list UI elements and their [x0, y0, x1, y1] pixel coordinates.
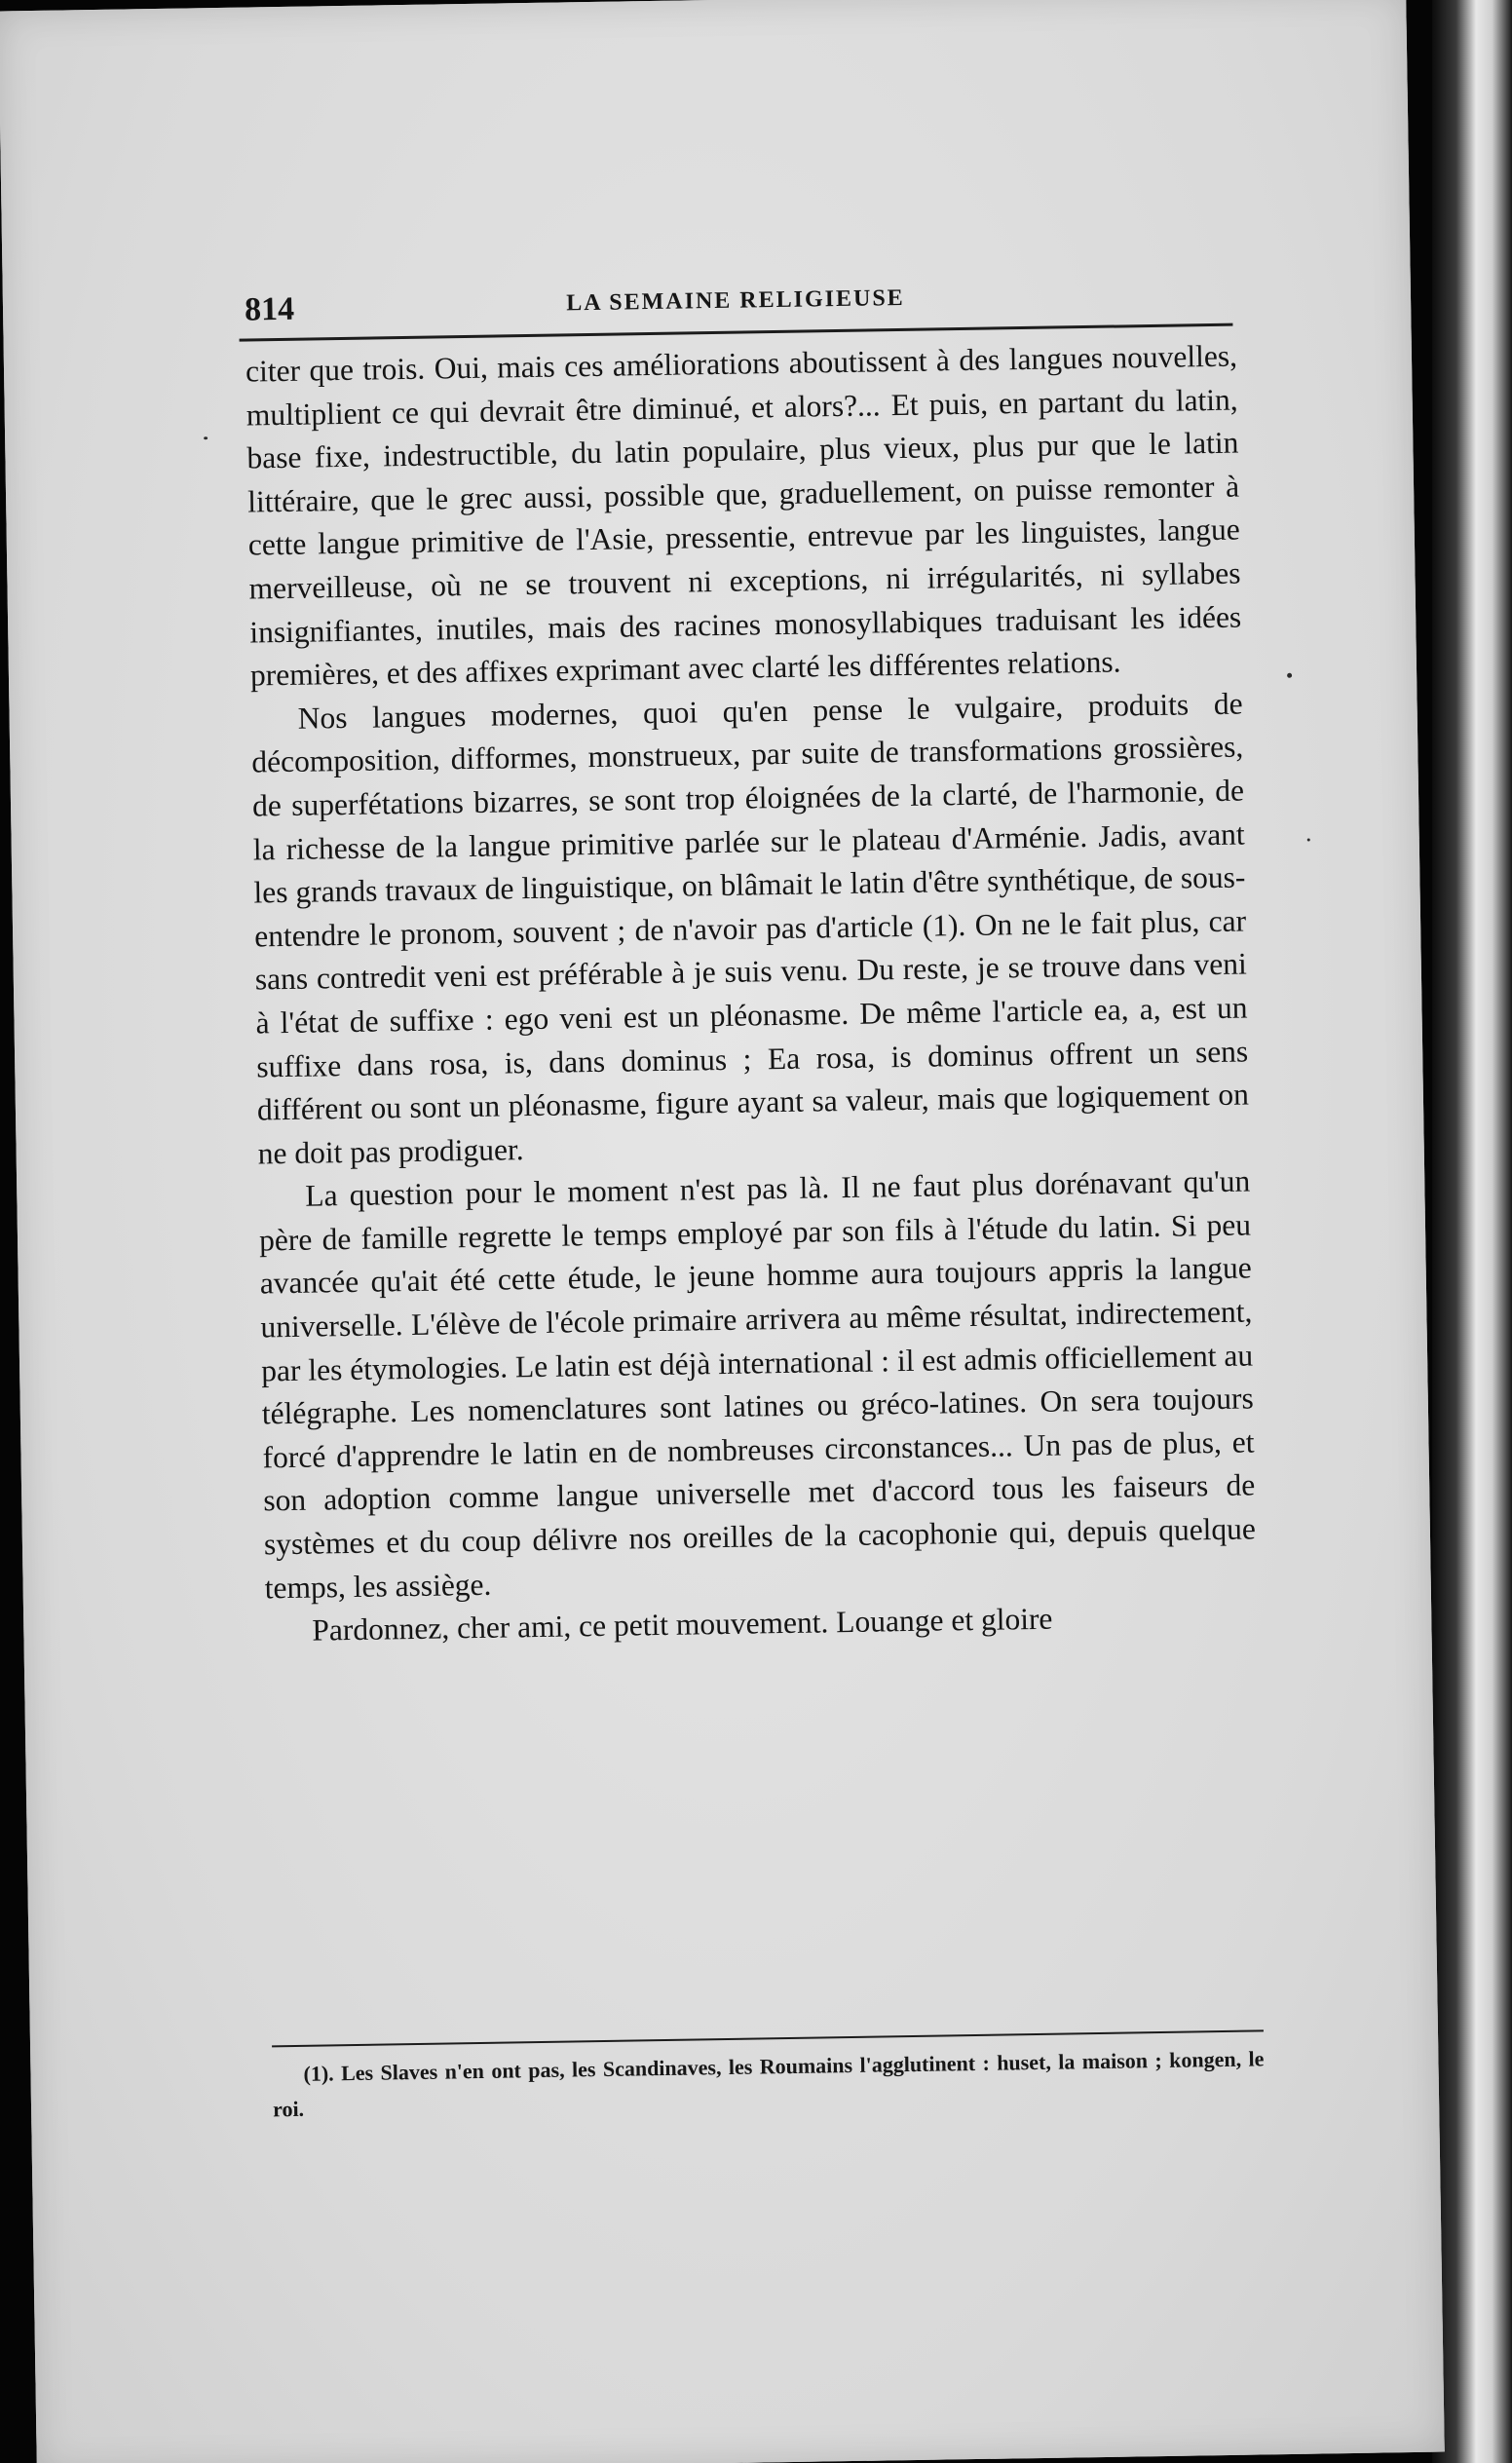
- page-number: 814: [244, 290, 295, 328]
- dust-speck: [1307, 838, 1310, 841]
- paragraph-4: Pardonnez, cher ami, ce petit mouvement. Louange et gloire: [312, 1601, 1053, 1648]
- running-title: LA SEMAINE RELIGIEUSE: [566, 284, 905, 317]
- footnote: [272, 2041, 1265, 2127]
- page-header: [239, 277, 1233, 342]
- paragraph-3: La question pour le moment n'est pas là. Il ne faut plus dorénavant qu'un père de famille regrette le temps employé par son fils à l'étude du latin. Si peu avancée qu'ait été cette étude, le jeune homme aura toujours appris la langue universelle. L'élève de l'école primaire arrivera au même résultat, indirectement, par les étymologies. Le latin est déjà international : il est admis officiellement au télégraphe. Les nomenclatures sont latines ou gréco-latines. On sera toujours forcé d'apprendre le latin en de nombreuses circonstances... Un pas de plus, et son adoption comme langue universelle met d'accord tous les faiseurs de systèmes et du coup délivre nos oreilles de la cacophonie qui, depuis quelque temps, les assiège.: [258, 1163, 1257, 1606]
- adjacent-page-edge: [1432, 0, 1512, 2463]
- paragraph-2: Nos langues modernes, quoi qu'en pense le vulgaire, produits de décomposition, difformes, monstrueux, par suite de transformations grossières, de superfétations bizarres, se sont trop éloignées de la clarté, de l'harmonie, de la richesse de la langue primitive parlée sur le plateau d'Arménie. Jadis, avant les grands travaux de linguistique, on blâmait le latin d'être synthétique, de sous-entendre le pronom, souvent ; de n'avoir pas d'article (1). On ne le fait plus, car sans contredit veni est préférable à je suis venu. Du reste, je se trouve dans veni à l'état de suffixe : ego veni est un pléonasme. De même l'article ea, a, est un suffixe dans rosa, is, dans dominus ; Ea rosa, is dominus offrent un sens différent ou sont un pléonasme, figure ayant sa valeur, mais que logiquement on ne doit pas prodiguer.: [251, 686, 1250, 1171]
- paragraph-1: citer que trois. Oui, mais ces améliorations aboutissent à des langues nouvelles, multiplient ce qui devrait être diminué, et alors?... Et puis, en partant du latin, base fixe, indestructible, du latin populaire, plus vieux, plus pur que le latin littéraire, que le grec aussi, possible que, graduellement, on puisse remonter à cette langue primitive de l'Asie, pressentie, entrevue par les linguistes, langue merveilleuse, où ne se trouvent ni exceptions, ni irrégularités, ni syllabes insignifiantes, inutiles, mais des racines monosyllabiques traduisant les idées premières, et des affixes exprimant avec clarté les différentes relations.: [245, 338, 1242, 693]
- footnote-text: (1). Les Slaves n'en ont pas, les Scandinaves, les Roumains l'agglutinent : huset, la maison ; kongen, le roi.: [272, 2046, 1265, 2122]
- body-text: [246, 335, 1258, 1654]
- dust-speck: [204, 436, 208, 439]
- dust-speck: [1287, 673, 1292, 678]
